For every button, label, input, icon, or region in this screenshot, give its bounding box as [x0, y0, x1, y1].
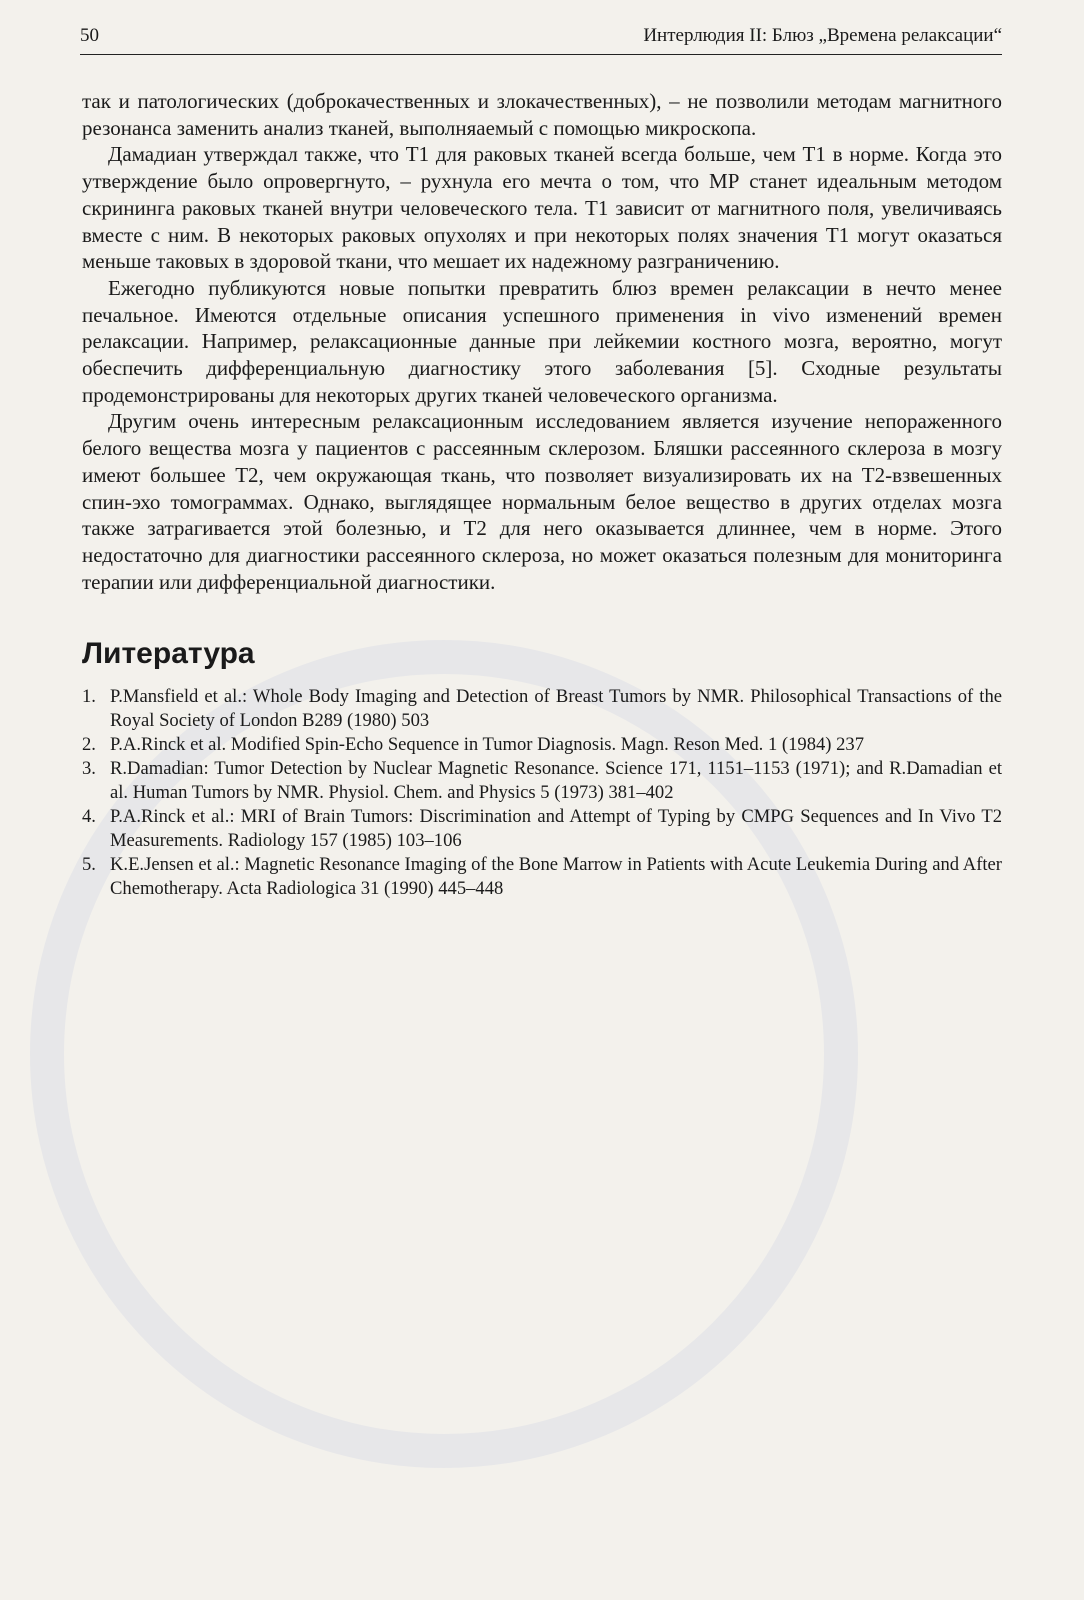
reference-item: [82, 733, 1002, 757]
reference-number: 1.: [82, 686, 96, 708]
reference-text: K.E.Jensen et al.: Magnetic Resonance Imaging of the Bone Marrow in Patients with Acute Leukemia During and After Chemotherapy. Acta Radiologica 31 (1990) 445–448: [110, 854, 1002, 900]
paragraph: Другим очень интересным релаксационным исследованием является изучение непораженного белого вещества мозга у пациентов с рассеянным склерозом. Бляшки рассеянного склероза в мозгу имеют большее T2, чем окружающая ткань, что позволяет визуализировать их на T2-взвешенных спин-эхо томограммах. Однако, выглядящее нормальным белое вещество в других отделах мозга также затрагивается этой болезнью, и T2 для него оказывается длиннее, чем в норме. Этого недостаточно для диагностики рассеянного склероза, но может оказаться полезным для мониторинга терапии или дифференциальной диагностики.: [82, 409, 1002, 594]
paragraph: Ежегодно публикуются новые попытки превратить блюз времен релаксации в нечто менее печальное. Имеются отдельные описания успешного применения in vivo изменений времен релаксации. Например, релаксационные данные при лейкемии костного мозга, вероятно, могут обеспечить дифференциальную диагностику этого заболевания [5]. Сходные результаты продемонстрированы для некоторых других тканей человеческого организма.: [82, 275, 1002, 407]
reference-number: 5.: [82, 854, 96, 876]
reference-text: P.A.Rinck et al.: MRI of Brain Tumors: Discrimination and Attempt of Typing by CMPG Sequences and In Vivo T2 Measurements. Radiology 157 (1985) 103–106: [110, 806, 1002, 852]
reference-text: R.Damadian: Tumor Detection by Nuclear Magnetic Resonance. Science 171, 1151–1153 (1971); and R.Damadian et al. Human Tumors by NMR. Physiol. Chem. and Physics 5 (1973) 381–402: [110, 758, 1002, 804]
reference-text: P.A.Rinck et al. Modified Spin-Echo Sequence in Tumor Diagnosis. Magn. Reson Med. 1 (1984) 237: [110, 734, 865, 756]
paragraph: так и патологических (доброкачественных и злокачественных), – не позволили методам магнитного резонанса заменить анализ тканей, выполняаемый с помощью микроскопа.: [82, 89, 1002, 140]
page-number: 50: [80, 25, 99, 46]
reference-text: P.Mansfield et al.: Whole Body Imaging and Detection of Breast Tumors by NMR. Philosophical Transactions of the Royal Society of London B289 (1980) 503: [110, 686, 1002, 732]
reference-number: 4.: [82, 806, 96, 828]
page-content: [82, 88, 1002, 901]
paragraph: Дамадиан утверждал также, что T1 для раковых тканей всегда больше, чем T1 в норме. Когда это утверждение было опровергнуто, – рухнула его мечта о том, что МР станет идеальным методом скрининга раковых тканей внутри человеческого тела. T1 зависит от магнитного поля, увеличиваясь вместе с ним. В некоторых раковых опухолях и при некоторых полях значения T1 могут оказаться меньше таковых в здоровой ткани, что мешает их надежному разграничению.: [82, 142, 1002, 274]
reference-item: [82, 757, 1002, 805]
reference-item: [82, 805, 1002, 853]
reference-item: [82, 685, 1002, 733]
running-title: Интерлюдия II: Блюз „Времена релаксации“: [643, 25, 1002, 46]
reference-number: 2.: [82, 734, 96, 756]
references-list: [82, 685, 1002, 901]
reference-item: [82, 853, 1002, 901]
references-heading: Литература: [82, 637, 255, 671]
page-header: [80, 18, 1002, 55]
reference-number: 3.: [82, 758, 96, 780]
